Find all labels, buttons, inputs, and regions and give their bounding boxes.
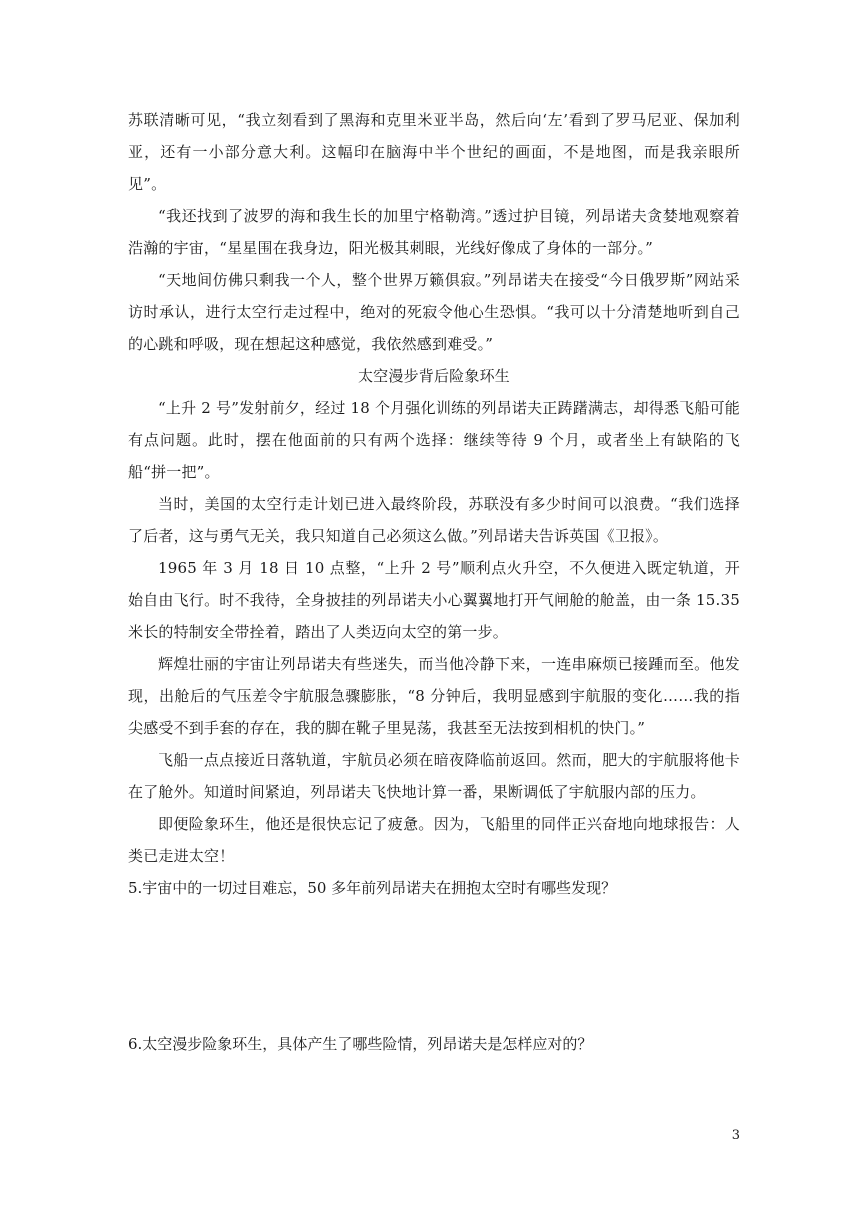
paragraph: 苏联清晰可见，“我立刻看到了黑海和克里米亚半岛，然后向‘左’看到了罗马尼亚、保加利亚，还有一小部分意大利。这幅印在脑海中半个世纪的画面，不是地图，而是我亲眼所见”。 [128,111,740,193]
paragraph: 当时，美国的太空行走计划已进入最终阶段，苏联没有多少时间可以浪费。“我们选择了后者，这与勇气无关，我只知道自己必须这么做。”列昂诺夫告诉英国《卫报》。 [128,495,740,545]
paragraph: “上升 2 号”发射前夕，经过 18 个月强化训练的列昂诺夫正踌躇满志，却得悉飞船可能有点问题。此时，摆在他面前的只有两个选择：继续等待 9 个月，或者坐上有缺陷的飞船“拼一把”。 [128,399,740,481]
paragraph: 飞船一点点接近日落轨道，宇航员必须在暗夜降临前返回。然而，肥大的宇航服将他卡在了舱外。知道时间紧迫，列昂诺夫飞快地计算一番，果断调低了宇航服内部的压力。 [128,751,740,801]
answer-space [128,904,740,1028]
question-5: 5.宇宙中的一切过目难忘，50 多年前列昂诺夫在拥抱太空时有哪些发现？ [128,879,617,897]
paragraph: 辉煌壮丽的宇宙让列昂诺夫有些迷失，而当他冷静下来，一连串麻烦已接踵而至。他发现，出舱后的气压差令宇航服急骤膨胀，“8 分钟后，我明显感到宇航服的变化……我的指尖感受不到手套的存在，我的脚在靴子里晃荡，我甚至无法按到相机的快门。” [128,655,740,737]
paragraph: 即便险象环生，他还是很快忘记了疲惫。因为，飞船里的同伴正兴奋地向地球报告：人类已走进太空！ [128,815,740,865]
section-heading: 太空漫步背后险象环生 [357,367,510,385]
paragraph: “我还找到了波罗的海和我生长的加里宁格勒湾。”透过护目镜，列昂诺夫贪婪地观察着浩瀚的宇宙，“星星围在我身边，阳光极其刺眼，光线好像成了身体的一部分。” [128,207,740,257]
paragraph: “天地间仿佛只剩我一个人，整个世界万籁俱寂。”列昂诺夫在接受“今日俄罗斯”网站采访时承认，进行太空行走过程中，绝对的死寂令他心生恐惧。“我可以十分清楚地听到自己的心跳和呼吸，现在想起这种感觉，我依然感到难受。” [128,271,740,353]
document-body [128,104,740,1060]
page-number: 3 [731,1128,740,1143]
paragraph: 1965 年 3 月 18 日 10 点整，“上升 2 号”顺利点火升空，不久便进入既定轨道，开始自由飞行。时不我待，全身披挂的列昂诺夫小心翼翼地打开气闸舱的舱盖，由一条 15.35 米长的特制安全带拴着，踏出了人类迈向太空的第一步。 [128,559,740,641]
question-6: 6.太空漫步险象环生，具体产生了哪些险情，列昂诺夫是怎样应对的？ [128,1035,593,1053]
